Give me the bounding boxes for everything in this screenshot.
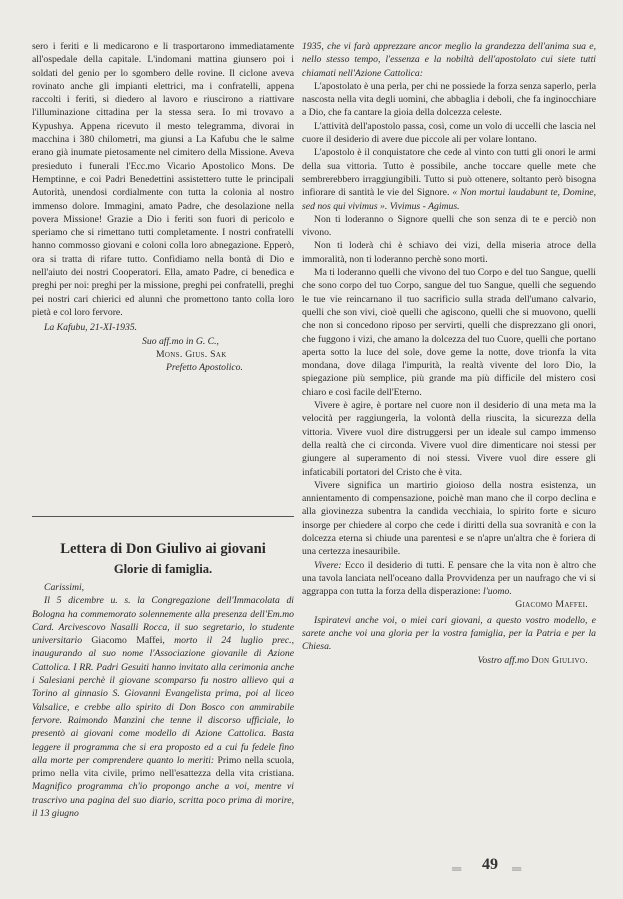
letter-body-paragraph: sero i feriti e li medicarono e li trasportarono immediatamente all'ospedale della capitale. L'indomani mattina giunsero poi i soldati del genio per lo sgombero delle rovine. Il ciclone aveva rovinato anche gli impianti elettrici, ma i confratelli, appena raccolti i feriti, si diedero al lavoro e riuscirono a riattivare l'illuminazione cittadina per la stessa sera. Io mi trovavo a Kypushya. Appena ricevuto il mesto telegramma, divorai in macchina i 380 chilometri, ma giunsi a La Kafubu che le salme erano già inumate pietosamente nel cimitero della Missione. Aveva presieduto i funerali l'Ecc.mo Vicario Apostolico Mons. De Hemptinne, e coi Padri Benedettini assistettero tutte le principali Autorità, unendosi cordialmente con tutta la colonia al nostro immenso dolore. Immagini, amato Padre, che desolazione nella povera Missione! Grazie a Dio i feriti son fuori di pericolo e speriamo che si rimettano tutti completamente. I nostri confratelli hanno commosso giovani e coloni colla loro abnegazione. Epperò, ora si tratta di rifare tutto. Confidiamo nella bontà di Dio e nell'aiuto dei nostri Cooperatori. Ella, amato Padre, ci benedica e preghi per noi: preghi per la missione, preghi pei confratelli, preghi pei nostri cari chierici ed alunni che promettono tanto colla loro pietà e col loro fervore. [32,41,294,318]
closing-signature-name: Don Giulivo. [531,654,588,666]
article-continuation: 1935, che vi farà apprezzare ancor meglio la grandezza dell'anima sua e, nello stesso tempo, l'essenza e la nobiltà dell'apostolato cui siete tutti chiamati nell'Azione Cattolica: [302,41,596,79]
diary-paragraph: Vivere è agire, è portare nel cuore non il desiderio di una meta ma la velocità per raggiungerla, la volontà della riuscita, la sicurezza della vittoria. Vivere vuol dire distruggersi per un ideale sul campo immenso della realtà che ci circonda. Vivere vuol dire dimenticare noi stessi per giungere al superamento di noi stessi. Vivere vuol dire essere gli infaticabili portatori del Cristo che è vita. [302,400,596,478]
dateline: La Kafubu, 21-XI-1935. [44,322,138,334]
intro-text: Magnifico programma ch'io propongo anche a voi, mentre vi trascrivo una pagina del suo diario, scritta poco prima di morire, il 13 giugno [32,781,294,820]
diary-final-word: l'uomo. [483,586,512,598]
diary-paragraph: Ma ti loderanno quelli che vivono del tuo Corpo e del tuo Sangue, quelli che sono corpo del tuo Corpo, sangue del tuo Sangue, quelli che seguendo le tue vie reincarnano il tuo sacrificio sulla strada dell'umano calvario, quelli che son vivi, cioè quelli che agiscono, quelli che si muovono, quelli che non si concedono riposo per servirti, quelli che disprezzano gli onori, che fuggono i vizi, che amano la dolcezza del tuo Cuore, quelli che portano aperta sotto la luce del sole, dove geme la notte, dove trionfa la vita mondana, dove dilaga l'impurità, la realtà vivente del loro Dio, la spiegazione più semplice, più grande ma più difficile del mistero così chiaro e così facile dell'Eterno. [302,267,596,398]
diary-paragraph [302,559,596,599]
diary-paragraph: L'apostolato è una perla, per chi ne possiede la forza senza saperlo, perla nascosta nella vita degli uomini, che abbaglia i deboli, che fa inginocchiare a Dio, che fa cantare la gioia della dolcezza celeste. [302,80,596,119]
latin-quote: « Non mortui laudabunt te, Domine, sed nos qui vivimus ». Vivimus - Agimus. [302,187,597,212]
diary-paragraph: L'attività dell'apostolo passa, così, come un volo di uccelli che lascia nel cuore il desiderio di avere due piccole ali per volare lontano. [302,120,596,146]
page-number: 49 [482,856,498,873]
diary-text: Ecco il desiderio di tutti. E pensare che la vita non è altro che una tavola lanciata nell'oceano dalla Provvidenza per un naufrago che vi si aggrappa con tutta la forza della disperazione: [302,559,596,598]
left-column [32,40,294,374]
closing-exhortation: Ispiratevi anche voi, o miei cari giovani, a questo vostro modello, e sarete anche voi una gloria per la vostra famiglia, per la Patria e per la Chiesa. [302,614,596,653]
right-column [302,40,596,667]
decorative-dash: ═ [452,861,462,876]
article-intro [32,594,294,820]
signature-title: Prefetto Apostolico. [166,362,243,374]
intro-text: Il 5 dicembre u. s. la Congregazione dell'Immacolata di Bologna ha commemorato solennemente alla presenza dell'Em.mo Card. Arcivescovo Nasalli Rocca, il suo segretario, lo studente universitario [32,595,294,647]
diary-paragraph: Non ti loderà chi è schiavo dei vizi, della miseria atroce della immoralità, non ti loderanno perchè sono morti. [302,240,596,265]
diary-text: L'apostolo è il conquistatore che cede al vinto con tutti gli onori le armi della sua vittoria. Tutto è possibile, anche toccare quelle mete che sembrerebbero irraggiungibili. Tutto si può ottenere, soltanto però bisogna infiorare di santità le vie del Signore. [302,147,596,199]
decorative-dash: ═ [512,861,522,876]
salutation: Carissimi, [44,582,85,593]
signature-name: Mons. Gius. Sak [156,348,227,360]
diary-paragraph: Non ti loderanno o Signore quelli che son senza di te e perciò non vivono. [302,213,596,239]
diary-paragraph: Vivere significa un martirio gioioso della nostra esistenza, un annientamento di compensazione, poichè man mano che il corpo declina e alla giovinezza subentra la candida vecchiaia, lo spirito forte e sicuro insorge per chiedere al corpo che cede i diritti della sua sovranità e con la dolcezza eterna si chiude una parentesi e se n'apre un'altra che è foriera di una certezza inesauribile. [302,479,596,558]
closing-signature [302,654,596,667]
intro-program: Primo nella scuola, primo nella vita civile, primo nell'esattezza della vita cristiana. [32,754,294,780]
signature-greeting: Suo aff.mo in G. C., [142,335,219,347]
article-left [32,540,294,820]
diary-author: Giacomo Maffei. [515,599,588,611]
diary-paragraph [302,146,596,212]
diary-lead-word: Vivere: [314,559,342,571]
intro-text: , morto il 24 luglio prec., inaugurando al suo nome l'Associazione giovanile di Azione Cattolica. I RR. Padri Gesuiti hanno invitato alla cerimonia anche i Salesiani perchè il giovane scomparso fu nostro allievo qui a Torino al ginnasio S. Giovanni Evangelista prima, poi al liceo Valsalice, e crebbe allo spirito di Don Bosco con ammirabile fervore. Raimondo Manzini che tenne il discorso ufficiale, lo presentò ai giovani come modello di Azione Cattolica. Basta leggere il programma che si era proposto ed a cui fu fedele fino alla morte per comprendere quanto lo meriti: [32,635,294,766]
closing-signature-greeting: Vostro aff.mo [477,654,529,666]
article-subtitle: Glorie di famiglia. [113,562,213,576]
intro-student-name: Giacomo Maffei [91,635,163,647]
article-title: Lettera di Don Giulivo ai giovani [60,541,266,557]
section-divider [32,516,294,517]
